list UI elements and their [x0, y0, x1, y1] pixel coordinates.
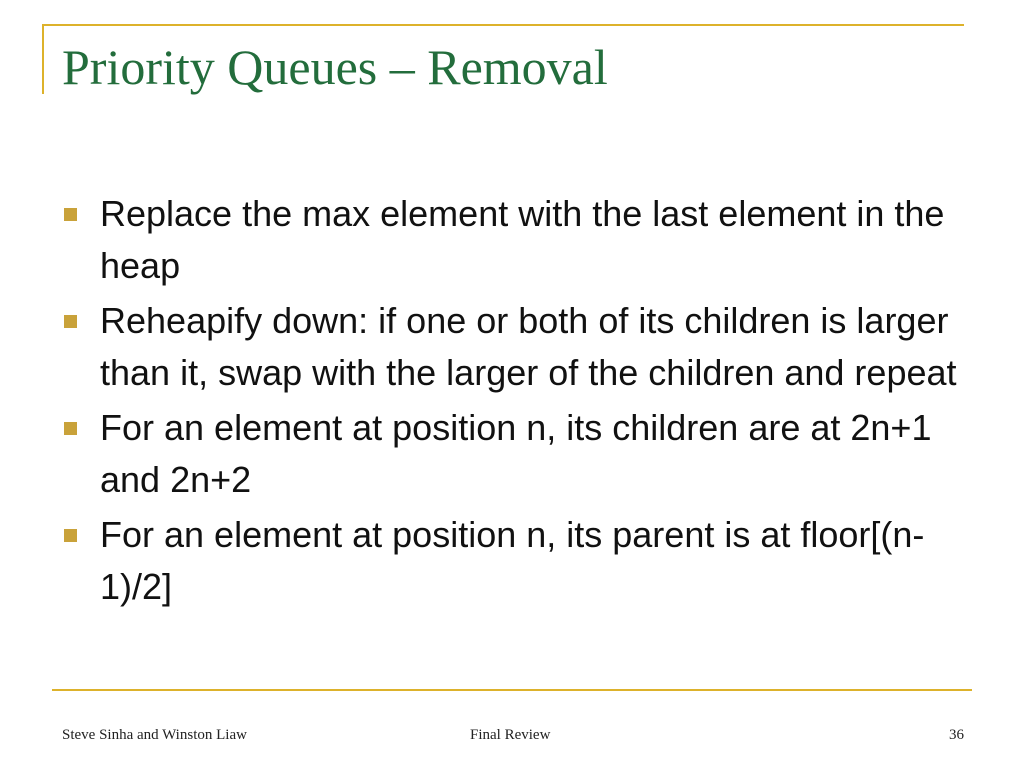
frame-top-line [42, 24, 964, 26]
footer-title: Final Review [470, 727, 551, 743]
square-bullet-icon [64, 208, 77, 221]
square-bullet-icon [64, 422, 77, 435]
bullet-text: For an element at position n, its parent is at floor[(n-1)/2] [100, 514, 925, 607]
bullet-text: Replace the max element with the last element in the heap [100, 193, 945, 286]
bullet-list [64, 188, 964, 616]
bullet-item [64, 509, 964, 613]
square-bullet-icon [64, 315, 77, 328]
page-number: 36 [949, 727, 964, 743]
bullet-text: For an element at position n, its children are at 2n+1 and 2n+2 [100, 407, 932, 500]
bullet-text: Reheapify down: if one or both of its children is larger than it, swap with the larger of the children and repeat [100, 300, 957, 393]
footer-authors: Steve Sinha and Winston Liaw [62, 727, 247, 743]
square-bullet-icon [64, 529, 77, 542]
bullet-item [64, 402, 964, 506]
bullet-item [64, 188, 964, 292]
bullet-item [64, 295, 964, 399]
frame-left-line [42, 24, 44, 94]
footer-divider [52, 689, 972, 691]
slide-title: Priority Queues – Removal [62, 39, 608, 95]
